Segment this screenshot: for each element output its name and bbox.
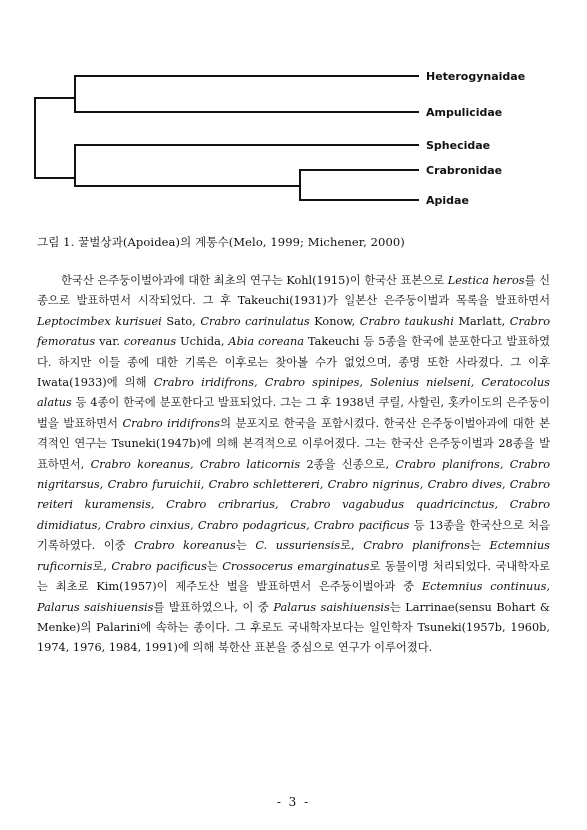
taxon-heterogynaidae: Heterogynaidae xyxy=(426,70,526,83)
species-name: Crabro pacificus xyxy=(111,559,207,573)
text-run: 는 Larrinae(sensu Bohart & Menke)의 Palarini에 속하는 종이다. 그 후로도 국내학자보다는 일인학자 Tsuneki(1957b, 1960b, 1974, 1976, 1984, 1991)에 의해 북한산 표본을 중심으로 연구가 이루어졌다. xyxy=(37,600,550,655)
text-run: 로, xyxy=(92,559,112,573)
text-run: 의 분포지로 한국을 포함시켰다. 한국산 은주둥이벌아과에 대한 본격적인 연구는 Tsuneki(1947b)에 의해 본격적으로 이루어졌다. 그는 한국산 은주둥이벌과 28종을 발표하면서, xyxy=(37,416,550,471)
text-run: 등 4종이 한국에 분포한다고 발표되었다. 그는 그 후 1938년 쿠릴, 사할린, 홋카이도의 은주둥이벌을 발표하면서 xyxy=(37,396,550,430)
species-name: Crabro iridifrons xyxy=(122,416,221,430)
text-run: 는 xyxy=(206,559,223,573)
page-number: - 3 - xyxy=(276,795,311,809)
species-name: Crabro iridifrons, Crabro spinipes, Solenius nielseni, Ceratocolus alatus xyxy=(37,376,550,410)
text-run: 는 xyxy=(235,539,256,553)
species-name: Lestica heros xyxy=(447,274,525,287)
text-run: Sato, xyxy=(161,314,201,328)
species-name: Crabro planifrons xyxy=(363,539,470,553)
text-run: 로 동물이명 처리되었다. 국내학자로는 최초로 Kim(1957)이 제주도산 벌을 발표하면서 은주둥이벌아과 중 xyxy=(37,559,550,594)
text-run: 2종을 신종으로, xyxy=(300,457,396,471)
species-name: Abia coreana xyxy=(228,335,305,349)
figure-caption: 그림 1. 꿀벌상과(Apoidea)의 계통수(Melo, 1999; Michener, 2000) xyxy=(37,235,405,249)
text-run: 한국산 은주둥이벌아과에 대한 최초의 연구는 Kohl(1915)이 한국산 표본으로 xyxy=(61,274,448,287)
species-name: Crossocerus emarginatus xyxy=(222,559,370,573)
text-run: Uchida, xyxy=(176,335,229,349)
text-run: 를 발표하였으나, 이 중 xyxy=(153,600,274,614)
species-name: Crabro koreanus xyxy=(134,539,236,553)
species-name: Crabro planifrons, Crabro nigritarsus, Crabro furuichii, Crabro schlettereri, Crabro nigrinus, Crabro dives, Crabro reiteri kuramensis, Crabro cribrarius, Crabro vagabudus quadricinctus, Crabro dimidiatus, Crabro cinxius, Crabro podagricus, Crabro pacificus xyxy=(37,457,550,532)
species-name: Crabro femoratus xyxy=(37,314,550,349)
taxon-apidae: Apidae xyxy=(426,194,469,207)
phylogenetic-tree xyxy=(0,0,587,230)
text-run: Marlatt, xyxy=(453,314,510,328)
species-name: Ectemnius ruficornis xyxy=(37,539,550,573)
species-name: C. ussuriensis xyxy=(255,539,341,553)
text-run: Konow, xyxy=(309,314,360,328)
text-run: Takeuchi 등 5종을 한국에 분포한다고 발표하였다. 하지만 이들 종에 대한 기록은 이후로는 찾아볼 수가 없었으며, 종명 또한 사라졌다. 그 이후 Iwata(1933)에 의해 xyxy=(37,335,550,390)
species-name: Ectemnius continuus, Palarus saishiuensis xyxy=(37,580,551,614)
text-run: 로, xyxy=(340,539,364,553)
text-run: 는 xyxy=(469,539,490,553)
species-name: coreanus xyxy=(123,335,177,349)
taxon-crabronidae: Crabronidae xyxy=(426,164,503,177)
species-name: Crabro taukushi xyxy=(359,314,454,328)
text-run: var. xyxy=(95,335,124,349)
text-run: 등 13종을 한국산으로 처음 기록하였다. 이중 xyxy=(37,518,550,553)
species-name: Palarus saishiuensis xyxy=(273,600,390,614)
text-run: 를 신종으로 발표하면서 시작되었다. 그 후 Takeuchi(1931)가 일본산 은주둥이벌과 목록을 발표하면서 xyxy=(37,274,550,308)
species-name: Crabro carinulatus xyxy=(200,314,310,328)
body-paragraph xyxy=(37,271,550,659)
species-name: Crabro koreanus, Crabro laticornis xyxy=(90,457,301,471)
taxon-ampulicidae: Ampulicidae xyxy=(426,106,503,119)
species-name: Leptocimbex kurisuei xyxy=(37,314,162,328)
taxon-sphecidae: Sphecidae xyxy=(426,139,491,152)
